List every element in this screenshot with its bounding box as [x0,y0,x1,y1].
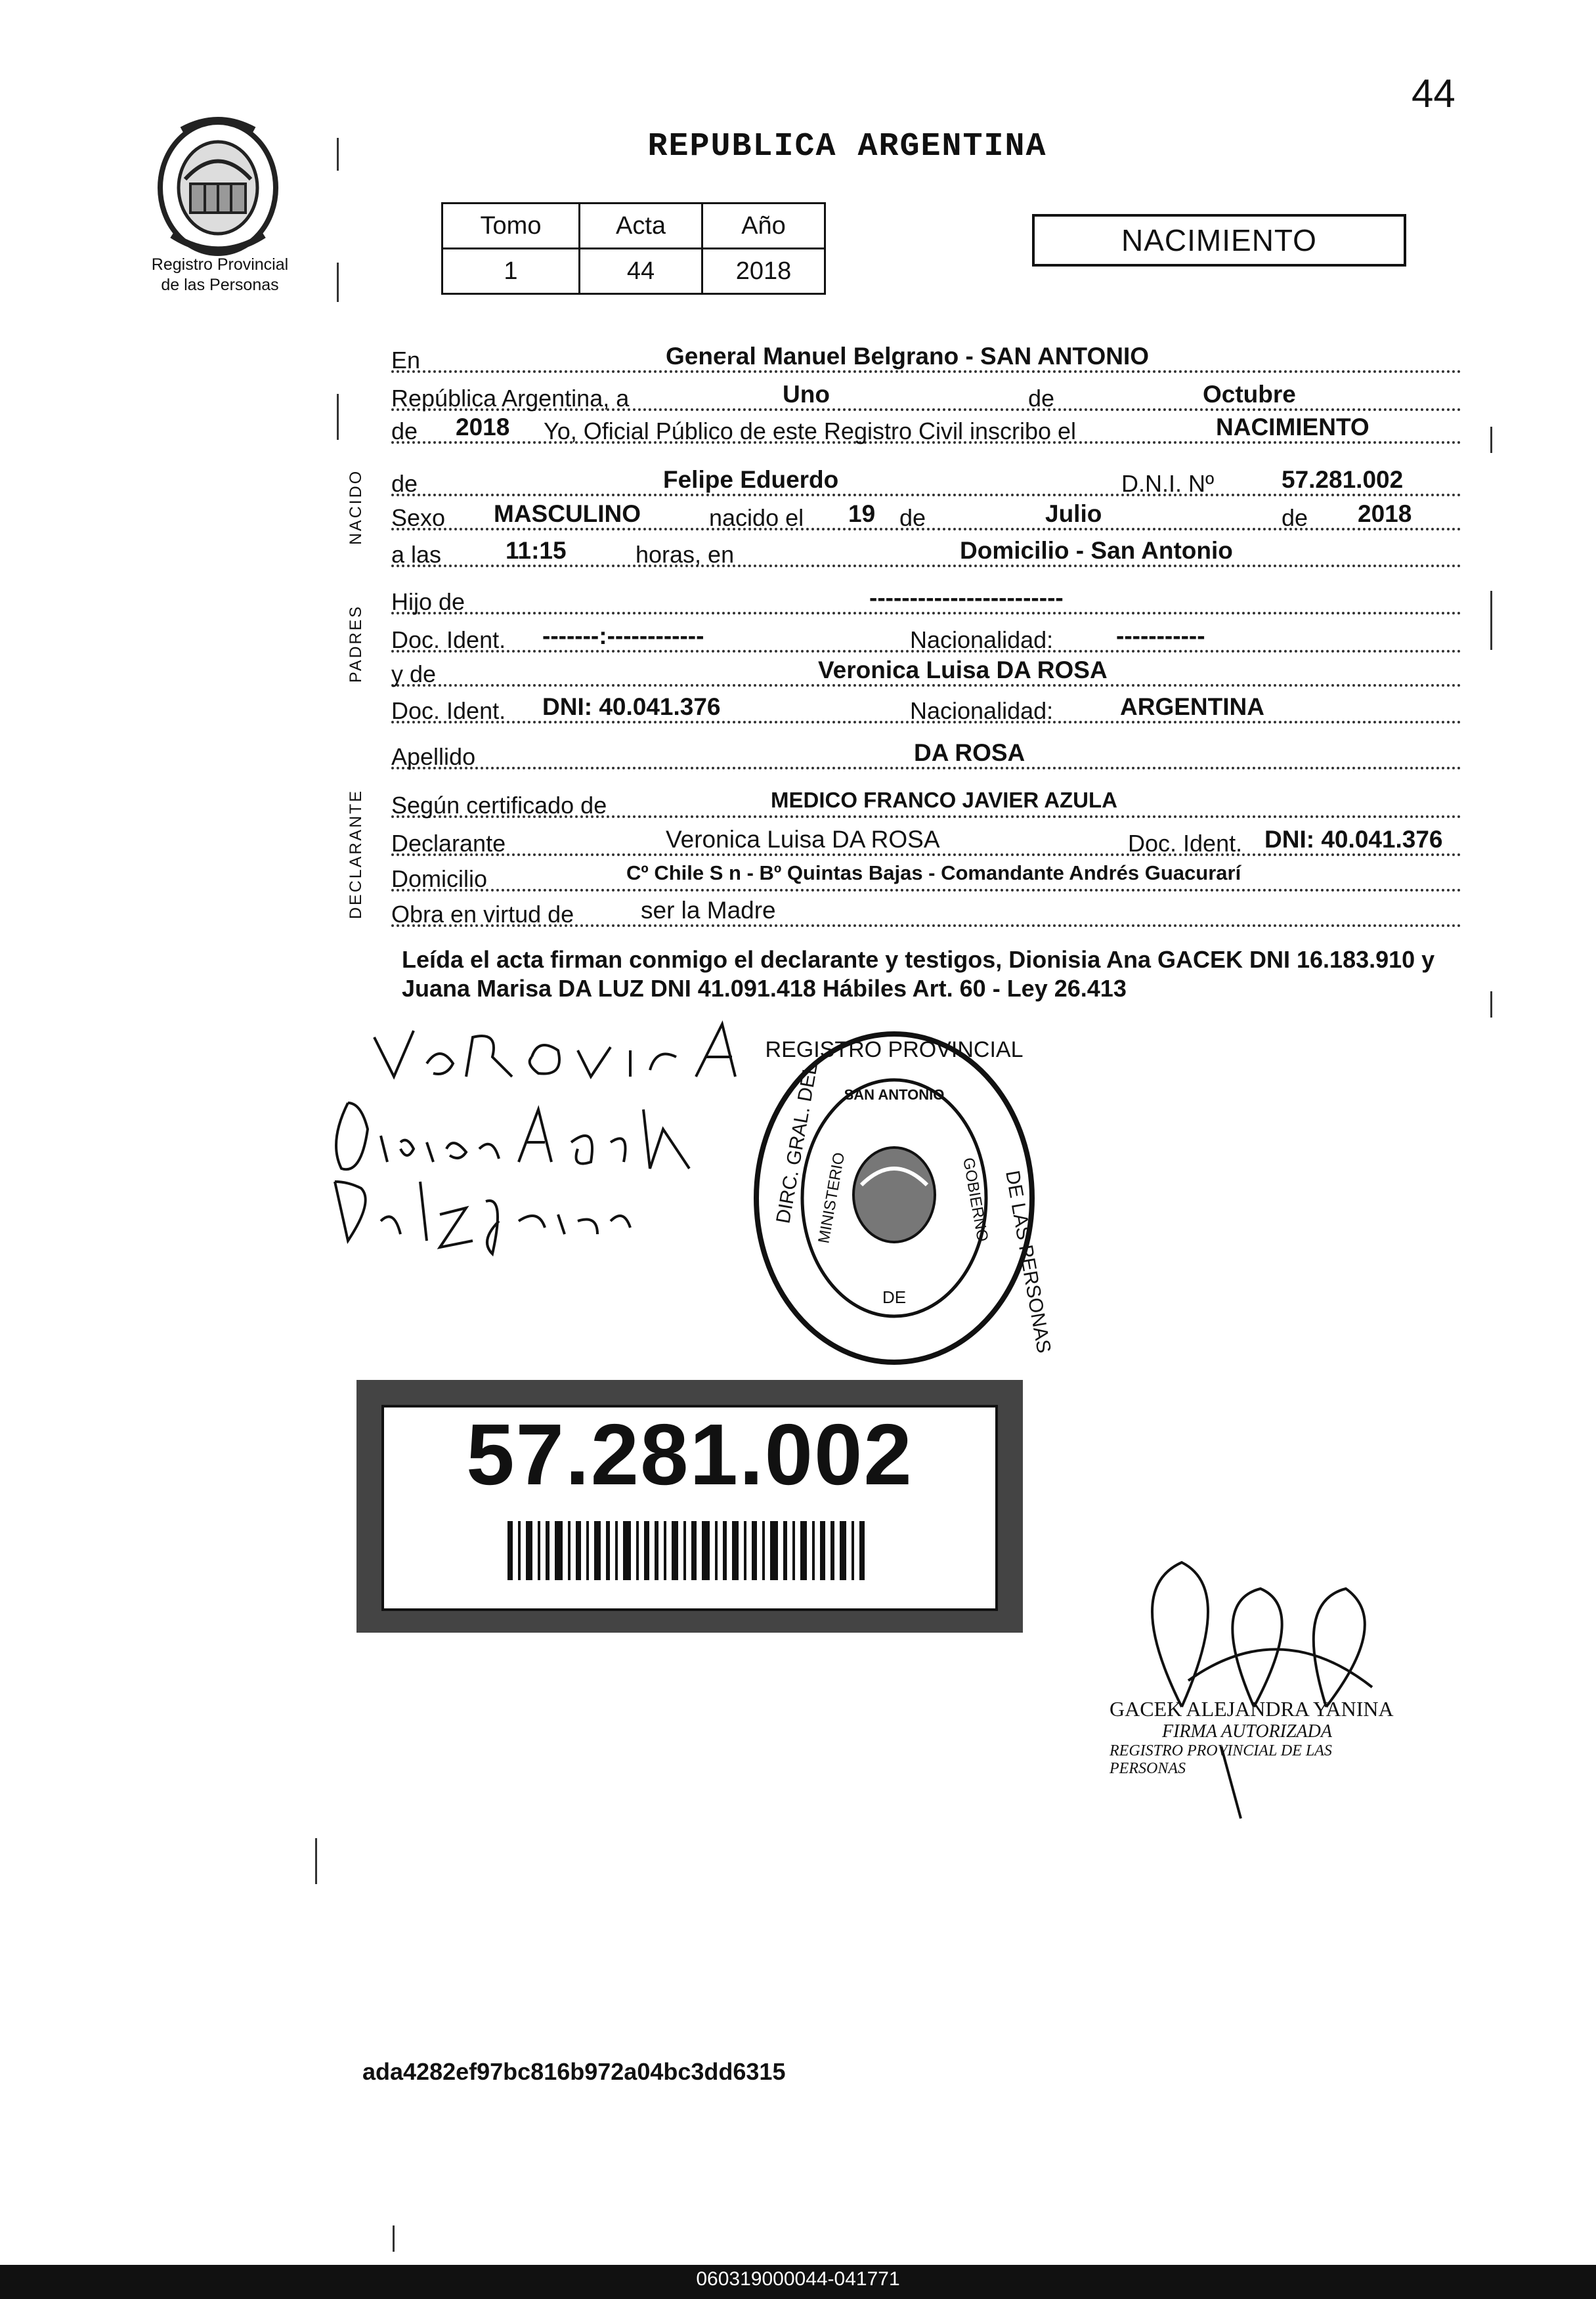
margin-tick [315,1838,317,1884]
label-de-birth-year: de [1282,504,1308,531]
row-hora-lugar [391,537,1461,571]
margin-tick [1490,991,1492,1018]
acta-table-value-row [442,249,825,294]
registry-caption [125,255,315,295]
label-nacionalidad-madre: Nacionalidad: [910,697,1054,724]
acta-value-anio: 2018 [702,249,825,294]
acta-table [441,202,826,295]
row-madre [391,656,1461,691]
svg-text:DE: DE [882,1287,907,1307]
label-doc-ident-madre: Doc. Ident. [391,697,506,724]
acta-value-acta: 44 [580,249,702,294]
row-acto [391,414,1461,448]
label-obra: Obra en virtud de [391,901,574,928]
value-padre-nacionalidad: ----------- [1116,622,1205,649]
label-y-de: y de [391,660,437,687]
value-obra: ser la Madre [641,897,776,924]
authorized-title: FIRMA AUTORIZADA [1162,1721,1332,1742]
value-lugar: General Manuel Belgrano - SAN ANTONIO [666,343,1150,370]
value-madre: Veronica Luisa DA ROSA [818,656,1108,683]
label-doc-ident: Doc. Ident. [391,626,506,653]
value-declarante-doc: DNI: 40.041.376 [1264,826,1443,853]
row-madre-doc [391,693,1461,727]
row-domicilio [391,861,1461,895]
footer-code: 060319000044-041771 [696,2268,900,2290]
value-nombre: Felipe Eduerdo [663,466,839,493]
row-sexo [391,500,1461,534]
acta-header-tomo: Tomo [442,204,580,249]
signature-testigos [322,1090,742,1260]
dotted-line [391,889,1461,892]
row-declarante [391,826,1461,860]
margin-tick [337,394,339,440]
svg-text:GOBIERNO: GOBIERNO [959,1156,992,1243]
row-apellido [391,739,1461,773]
label-a-las: a las [391,541,442,568]
dotted-line [391,370,1461,373]
label-de-month: de [899,504,926,531]
acta-table-header-row [442,204,825,249]
svg-text:SAN ANTONIO: SAN ANTONIO [844,1086,945,1103]
label-horas-en: horas, en [636,541,735,568]
label-nacionalidad: Nacionalidad: [910,626,1054,653]
official-seal [750,1027,1055,1369]
row-nombre [391,466,1461,500]
authorized-name: GACEK ALEJANDRA YANINA [1110,1697,1394,1721]
label-en: En [391,347,421,374]
document-title: REPUBLICA ARGENTINA [647,128,1047,165]
label-republica: República Argentina, a [391,385,630,412]
side-label-padres: PADRES [347,605,365,683]
acta-header-anio: Año [702,204,825,249]
dotted-line [391,684,1461,687]
row-fecha-inscripcion [391,381,1461,415]
value-dia-nacimiento: 19 [848,500,876,527]
label-de-name: de [391,470,418,497]
value-anio-nacimiento: 2018 [1358,500,1412,527]
row-obra [391,897,1461,931]
svg-text:MINISTERIO: MINISTERIO [815,1151,849,1245]
registry-caption-line1: Registro Provincial [151,255,289,274]
row-certificado [391,788,1461,822]
svg-text:DE LAS PERSONAS: DE LAS PERSONAS [1001,1169,1055,1355]
margin-tick [393,2225,395,2252]
margin-tick [1490,591,1492,650]
page-number: 44 [1412,72,1456,116]
value-hora: 11:15 [506,537,567,564]
label-de: de [1028,385,1055,412]
document-type-box: NACIMIENTO [1032,214,1406,267]
value-mes-inscripcion: Octubre [1203,381,1296,408]
side-label-declarante: DECLARANTE [347,788,365,919]
margin-tick [337,138,339,171]
authorized-signature [1110,1549,1451,1825]
value-acto: NACIMIENTO [1216,414,1370,440]
registry-caption-line2: de las Personas [161,276,279,294]
dotted-line [391,494,1461,496]
value-dia-inscripcion: Uno [783,381,830,408]
authorized-stamp [1110,1697,1412,1778]
value-padre: ------------------------ [869,584,1064,611]
value-mes-nacimiento: Julio [1045,500,1102,527]
value-declarante: Veronica Luisa DA ROSA [666,826,940,853]
document-hash: ada4282ef97bc816b972a04bc3dd6315 [362,2058,786,2085]
label-de-year: de [391,418,418,444]
margin-tick [1490,427,1492,453]
row-hijo-de [391,584,1461,618]
label-sexo: Sexo [391,504,446,531]
signature-declarante [368,1011,788,1096]
label-apellido: Apellido [391,743,476,770]
label-segun-certificado: Según certificado de [391,792,607,819]
value-domicilio: Cº Chile S n - Bº Quintas Bajas - Comandante Andrés Guacurarí [626,861,1241,884]
row-padre-doc [391,622,1461,656]
dotted-line [391,565,1461,567]
label-nacido-el: nacido el [709,504,804,531]
label-declarante: Declarante [391,830,506,857]
legal-text: Leída el acta firman conmigo el declarante y testigos, Dionisia Ana GACEK DNI 16.183.910 y Juana Marisa DA LUZ DNI 41.091.418 Hábiles Art. 60 - Ley 26.413 [402,946,1435,1002]
label-hijo-de: Hijo de [391,588,465,615]
value-apellido: DA ROSA [914,739,1025,766]
value-certificado: MEDICO FRANCO JAVIER AZULA [771,788,1117,812]
row-lugar [391,343,1461,377]
label-dni: D.N.I. Nº [1121,470,1215,497]
svg-text:REGISTRO PROVINCIAL: REGISTRO PROVINCIAL [765,1037,1024,1062]
value-anio-inscripcion: 2018 [456,414,510,440]
label-domicilio: Domicilio [391,865,488,892]
id-number: 57.281.002 [466,1406,913,1503]
value-madre-nacionalidad: ARGENTINA [1120,693,1264,720]
value-padre-doc: -------:------------ [542,622,704,649]
label-yo-oficial: Yo, Oficial Público de este Registro Civil inscribo el [544,418,1077,444]
acta-header-acta: Acta [580,204,702,249]
acta-value-tomo: 1 [442,249,580,294]
svg-text:DIRC. GRAL. DEL: DIRC. GRAL. DEL [772,1062,822,1226]
value-dni: 57.281.002 [1282,466,1404,493]
label-doc-ident-declarante: Doc. Ident. [1128,830,1243,857]
dotted-line [391,767,1461,769]
value-madre-doc: DNI: 40.041.376 [542,693,721,720]
dotted-line [391,612,1461,614]
value-sexo: MASCULINO [494,500,641,527]
dotted-line [391,853,1461,856]
side-label-nacido: NACIDO [347,469,365,545]
authorized-registry: REGISTRO PROVINCIAL DE LAS PERSONAS [1110,1742,1332,1777]
margin-tick [337,263,339,302]
value-lugar-nacimiento: Domicilio - San Antonio [960,537,1233,564]
